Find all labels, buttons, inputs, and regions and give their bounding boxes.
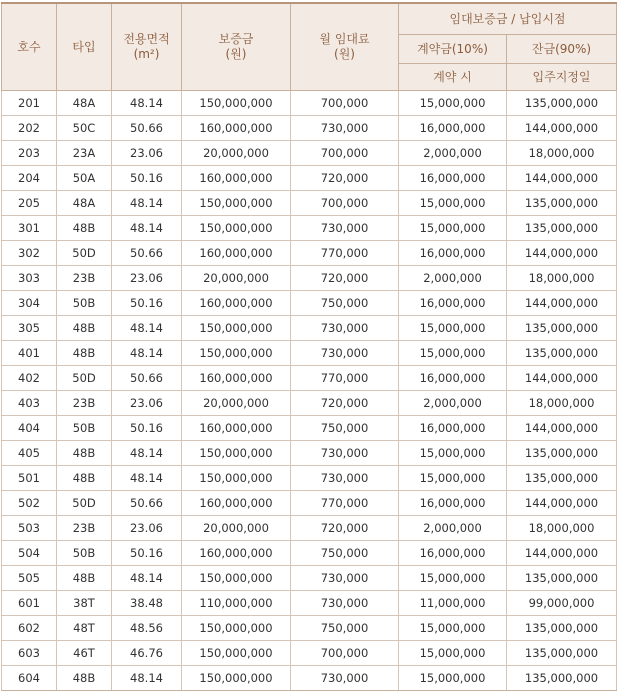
balance-cell: 135,000,000 (507, 466, 617, 491)
rent-cell: 730,000 (291, 316, 399, 341)
header-balance-timing: 입주지정일 (507, 64, 617, 91)
deposit-cell: 160,000,000 (182, 291, 291, 316)
area-cell: 23.06 (112, 266, 182, 291)
area-cell: 48.14 (112, 341, 182, 366)
unit-cell: 404 (2, 416, 57, 441)
type-cell: 48T (57, 616, 112, 641)
balance-cell: 144,000,000 (507, 541, 617, 566)
unit-cell: 603 (2, 641, 57, 666)
header-payment-group: 임대보증금 / 납입시점 (399, 3, 617, 35)
deposit-cell: 160,000,000 (182, 491, 291, 516)
header-area-unit: (m²) (133, 47, 160, 61)
table-row (2, 391, 617, 416)
rent-cell: 730,000 (291, 116, 399, 141)
header-type: 타입 (57, 3, 112, 91)
deposit-cell: 150,000,000 (182, 341, 291, 366)
area-cell: 48.14 (112, 466, 182, 491)
deposit-cell: 20,000,000 (182, 141, 291, 166)
contract-fee-cell: 15,000,000 (399, 441, 507, 466)
deposit-cell: 150,000,000 (182, 441, 291, 466)
contract-fee-cell: 16,000,000 (399, 416, 507, 441)
type-cell: 48A (57, 91, 112, 116)
unit-cell: 503 (2, 516, 57, 541)
unit-cell: 301 (2, 216, 57, 241)
unit-cell: 504 (2, 541, 57, 566)
unit-cell: 305 (2, 316, 57, 341)
rent-cell: 720,000 (291, 166, 399, 191)
contract-fee-cell: 15,000,000 (399, 641, 507, 666)
table-row (2, 466, 617, 491)
unit-cell: 204 (2, 166, 57, 191)
type-cell: 48B (57, 666, 112, 691)
table-row (2, 366, 617, 391)
area-cell: 50.16 (112, 166, 182, 191)
type-cell: 38T (57, 591, 112, 616)
balance-cell: 144,000,000 (507, 241, 617, 266)
balance-cell: 135,000,000 (507, 341, 617, 366)
contract-fee-cell: 15,000,000 (399, 91, 507, 116)
balance-cell: 144,000,000 (507, 416, 617, 441)
type-cell: 50D (57, 241, 112, 266)
area-cell: 50.66 (112, 366, 182, 391)
type-cell: 50B (57, 541, 112, 566)
rent-cell: 700,000 (291, 641, 399, 666)
table-row (2, 616, 617, 641)
header-contract-timing: 계약 시 (399, 64, 507, 91)
area-cell: 50.16 (112, 541, 182, 566)
contract-fee-cell: 15,000,000 (399, 216, 507, 241)
type-cell: 48A (57, 191, 112, 216)
balance-cell: 135,000,000 (507, 91, 617, 116)
area-cell: 48.14 (112, 91, 182, 116)
balance-cell: 135,000,000 (507, 216, 617, 241)
type-cell: 50C (57, 116, 112, 141)
contract-fee-cell: 15,000,000 (399, 666, 507, 691)
deposit-cell: 160,000,000 (182, 541, 291, 566)
contract-fee-cell: 2,000,000 (399, 266, 507, 291)
area-cell: 48.14 (112, 566, 182, 591)
rent-cell: 770,000 (291, 366, 399, 391)
rent-cell: 730,000 (291, 591, 399, 616)
header-monthly-rent: 월 임대료 (원) (291, 3, 399, 91)
type-cell: 50B (57, 291, 112, 316)
table-row (2, 291, 617, 316)
rent-cell: 730,000 (291, 566, 399, 591)
deposit-cell: 110,000,000 (182, 591, 291, 616)
table-row (2, 91, 617, 116)
contract-fee-cell: 15,000,000 (399, 191, 507, 216)
unit-cell: 402 (2, 366, 57, 391)
table-row (2, 591, 617, 616)
header-contract-fee: 계약금(10%) (399, 35, 507, 64)
deposit-cell: 150,000,000 (182, 91, 291, 116)
type-cell: 48B (57, 316, 112, 341)
table-row (2, 441, 617, 466)
unit-cell: 403 (2, 391, 57, 416)
area-cell: 23.06 (112, 141, 182, 166)
deposit-cell: 150,000,000 (182, 666, 291, 691)
table-row (2, 541, 617, 566)
table-row (2, 266, 617, 291)
type-cell: 48B (57, 341, 112, 366)
area-cell: 50.16 (112, 291, 182, 316)
type-cell: 50A (57, 166, 112, 191)
contract-fee-cell: 11,000,000 (399, 591, 507, 616)
area-cell: 50.66 (112, 116, 182, 141)
type-cell: 50D (57, 491, 112, 516)
unit-cell: 401 (2, 341, 57, 366)
deposit-cell: 20,000,000 (182, 516, 291, 541)
contract-fee-cell: 15,000,000 (399, 316, 507, 341)
rent-cell: 720,000 (291, 516, 399, 541)
balance-cell: 135,000,000 (507, 441, 617, 466)
area-cell: 48.14 (112, 191, 182, 216)
balance-cell: 144,000,000 (507, 166, 617, 191)
deposit-cell: 160,000,000 (182, 416, 291, 441)
type-cell: 48B (57, 441, 112, 466)
deposit-cell: 150,000,000 (182, 191, 291, 216)
contract-fee-cell: 16,000,000 (399, 541, 507, 566)
contract-fee-cell: 16,000,000 (399, 291, 507, 316)
header-unit: 호수 (2, 3, 57, 91)
rent-cell: 700,000 (291, 91, 399, 116)
contract-fee-cell: 16,000,000 (399, 491, 507, 516)
unit-cell: 601 (2, 591, 57, 616)
unit-cell: 202 (2, 116, 57, 141)
balance-cell: 18,000,000 (507, 516, 617, 541)
rental-price-table (1, 2, 617, 691)
balance-cell: 135,000,000 (507, 641, 617, 666)
rent-cell: 770,000 (291, 491, 399, 516)
table-body (2, 91, 617, 691)
contract-fee-cell: 2,000,000 (399, 516, 507, 541)
type-cell: 48B (57, 466, 112, 491)
area-cell: 50.16 (112, 416, 182, 441)
unit-cell: 505 (2, 566, 57, 591)
deposit-cell: 150,000,000 (182, 641, 291, 666)
table-row (2, 116, 617, 141)
deposit-cell: 160,000,000 (182, 116, 291, 141)
contract-fee-cell: 15,000,000 (399, 616, 507, 641)
area-cell: 48.14 (112, 441, 182, 466)
table-row (2, 566, 617, 591)
deposit-cell: 150,000,000 (182, 616, 291, 641)
header-area: 전용면적 (m²) (112, 3, 182, 91)
type-cell: 48B (57, 566, 112, 591)
contract-fee-cell: 15,000,000 (399, 341, 507, 366)
unit-cell: 501 (2, 466, 57, 491)
rent-cell: 730,000 (291, 441, 399, 466)
contract-fee-cell: 16,000,000 (399, 116, 507, 141)
area-cell: 23.06 (112, 516, 182, 541)
area-cell: 48.14 (112, 316, 182, 341)
area-cell: 48.14 (112, 216, 182, 241)
unit-cell: 502 (2, 491, 57, 516)
balance-cell: 135,000,000 (507, 191, 617, 216)
table-row (2, 141, 617, 166)
contract-fee-cell: 2,000,000 (399, 391, 507, 416)
type-cell: 48B (57, 216, 112, 241)
contract-fee-cell: 2,000,000 (399, 141, 507, 166)
contract-fee-cell: 16,000,000 (399, 166, 507, 191)
table-row (2, 241, 617, 266)
header-balance: 잔금(90%) (507, 35, 617, 64)
balance-cell: 135,000,000 (507, 666, 617, 691)
balance-cell: 99,000,000 (507, 591, 617, 616)
area-cell: 38.48 (112, 591, 182, 616)
area-cell: 50.66 (112, 491, 182, 516)
contract-fee-cell: 15,000,000 (399, 466, 507, 491)
contract-fee-cell: 16,000,000 (399, 366, 507, 391)
table-row (2, 491, 617, 516)
table-row (2, 166, 617, 191)
table-row (2, 641, 617, 666)
rent-cell: 730,000 (291, 466, 399, 491)
rent-cell: 730,000 (291, 216, 399, 241)
header-deposit-unit: (원) (225, 47, 247, 61)
unit-cell: 405 (2, 441, 57, 466)
rent-cell: 750,000 (291, 616, 399, 641)
header-rent-unit: (원) (334, 47, 355, 61)
unit-cell: 201 (2, 91, 57, 116)
area-cell: 50.66 (112, 241, 182, 266)
rent-cell: 750,000 (291, 541, 399, 566)
unit-cell: 303 (2, 266, 57, 291)
balance-cell: 135,000,000 (507, 566, 617, 591)
balance-cell: 144,000,000 (507, 491, 617, 516)
balance-cell: 144,000,000 (507, 366, 617, 391)
type-cell: 50D (57, 366, 112, 391)
unit-cell: 302 (2, 241, 57, 266)
rent-cell: 720,000 (291, 266, 399, 291)
deposit-cell: 150,000,000 (182, 316, 291, 341)
type-cell: 46T (57, 641, 112, 666)
table-row (2, 191, 617, 216)
rent-cell: 770,000 (291, 241, 399, 266)
deposit-cell: 160,000,000 (182, 366, 291, 391)
rent-cell: 730,000 (291, 666, 399, 691)
rent-cell: 700,000 (291, 141, 399, 166)
balance-cell: 18,000,000 (507, 391, 617, 416)
table-row (2, 666, 617, 691)
unit-cell: 203 (2, 141, 57, 166)
balance-cell: 135,000,000 (507, 616, 617, 641)
rent-cell: 750,000 (291, 291, 399, 316)
balance-cell: 144,000,000 (507, 116, 617, 141)
deposit-cell: 20,000,000 (182, 266, 291, 291)
rent-cell: 700,000 (291, 191, 399, 216)
type-cell: 23A (57, 141, 112, 166)
type-cell: 23B (57, 266, 112, 291)
type-cell: 50B (57, 416, 112, 441)
deposit-cell: 160,000,000 (182, 241, 291, 266)
balance-cell: 135,000,000 (507, 316, 617, 341)
area-cell: 48.14 (112, 666, 182, 691)
area-cell: 23.06 (112, 391, 182, 416)
contract-fee-cell: 16,000,000 (399, 241, 507, 266)
table-row (2, 416, 617, 441)
balance-cell: 18,000,000 (507, 141, 617, 166)
deposit-cell: 20,000,000 (182, 391, 291, 416)
type-cell: 23B (57, 391, 112, 416)
deposit-cell: 150,000,000 (182, 216, 291, 241)
table-row (2, 316, 617, 341)
table-row (2, 216, 617, 241)
table-row (2, 341, 617, 366)
deposit-cell: 160,000,000 (182, 166, 291, 191)
rent-cell: 720,000 (291, 391, 399, 416)
type-cell: 23B (57, 516, 112, 541)
deposit-cell: 150,000,000 (182, 566, 291, 591)
rent-cell: 750,000 (291, 416, 399, 441)
contract-fee-cell: 15,000,000 (399, 566, 507, 591)
table-header (2, 3, 617, 91)
balance-cell: 18,000,000 (507, 266, 617, 291)
table-row (2, 516, 617, 541)
area-cell: 48.56 (112, 616, 182, 641)
unit-cell: 602 (2, 616, 57, 641)
balance-cell: 144,000,000 (507, 291, 617, 316)
rent-cell: 730,000 (291, 341, 399, 366)
unit-cell: 604 (2, 666, 57, 691)
unit-cell: 205 (2, 191, 57, 216)
unit-cell: 304 (2, 291, 57, 316)
header-deposit: 보증금 (원) (182, 3, 291, 91)
area-cell: 46.76 (112, 641, 182, 666)
deposit-cell: 150,000,000 (182, 466, 291, 491)
